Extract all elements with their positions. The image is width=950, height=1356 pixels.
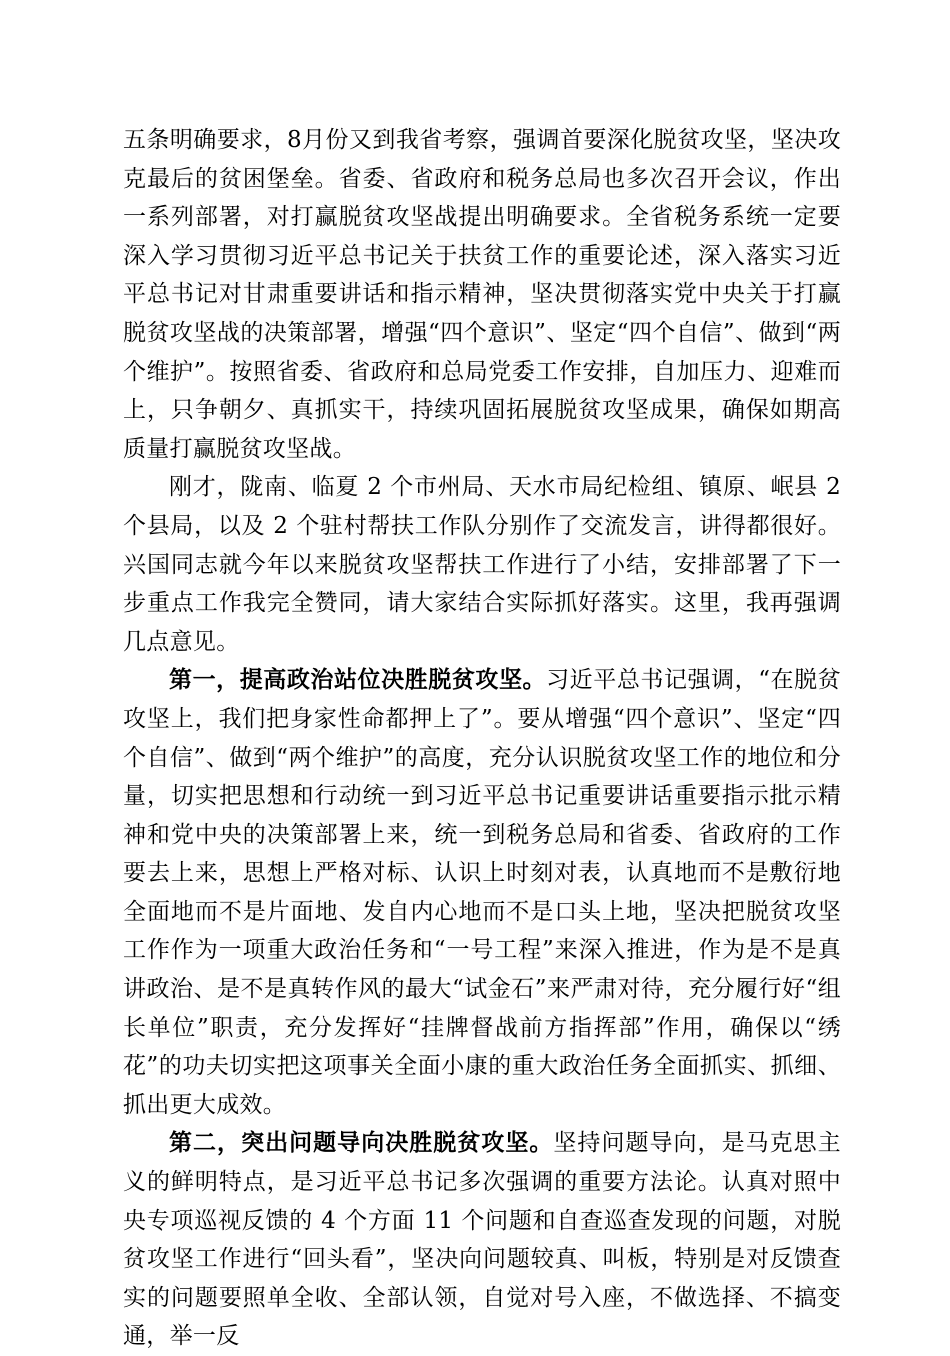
paragraph-text: 坚持问题导向，是马克思主义的鲜明特点，是习近平总书记多次强调的重要方法论。认真对照中央专项巡视反馈的 4 个方面 11 个问题和自查巡查发现的问题，对脱贫攻坚工作进行“回头看”，坚决向问题较真、叫板，特别是对反馈查实的问题要照单全收、全部认领，自觉对号入座，不做选择、不搞变通，举一反 <box>123 1130 841 1350</box>
paragraph-text: 刚才，陇南、临夏 2 个市州局、天水市局纪检组、镇原、岷县 2 个县局，以及 2 个驻村帮扶工作队分别作了交流发言，讲得都很好。兴国同志就今年以来脱贫攻坚帮扶工作进行了小结，安排部署了下一步重点工作我完全赞同，请大家结合实际抓好落实。这里，我再强调几点意见。 <box>123 474 841 655</box>
paragraph-remarks <box>123 468 841 661</box>
paragraph-text: 五条明确要求，8月份又到我省考察，强调首要深化脱贫攻坚，坚决攻克最后的贫困堡垒。省委、省政府和税务总局也多次召开会议，作出一系列部署，对打赢脱贫攻坚战提出明确要求。全省税务系统一定要深入学习贯彻习近平总书记关于扶贫工作的重要论述，深入落实习近平总书记对甘肃重要讲话和指示精神，坚决贯彻落实党中央关于打赢脱贫攻坚战的决策部署，增强“四个意识”、坚定“四个自信”、做到“两个维护”。按照省委、省政府和总局党委工作安排，自加压力、迎难而上，只争朝夕、真抓实干，持续巩固拓展脱贫攻坚成果，确保如期高质量打赢脱贫攻坚战。 <box>123 127 841 462</box>
paragraph-text: 习近平总书记强调，“在脱贫攻坚上，我们把身家性命都押上了”。要从增强“四个意识”、坚定“四个自信”、做到“两个维护”的高度，充分认识脱贫攻坚工作的地位和分量，切实把思想和行动统一到习近平总书记重要讲话重要指示批示精神和党中央的决策部署上来，统一到税务总局和省委、省政府的工作要去上来，思想上严格对标、认识上时刻对表，认真地而不是敷衍地全面地而不是片面地、发自内心地而不是口头上地，坚决把脱贫攻坚工作作为一项重大政治任务和“一号工程”来深入推进，作为是不是真讲政治、是不是真转作风的最大“试金石”来严肃对待，充分履行好“组长单位”职责，充分发挥好“挂牌督战前方指挥部”作用，确保以“绣花”的功夫切实把这项事关全面小康的重大政治任务全面抓实、抓细、抓出更大成效。 <box>123 667 841 1118</box>
paragraph-lead-heading: 第二，突出问题导向决胜脱贫攻坚。 <box>169 1129 554 1157</box>
paragraph-lead-heading: 第一，提高政治站位决胜脱贫攻坚。 <box>169 666 547 694</box>
document-page <box>123 121 841 1356</box>
paragraph-point-one <box>123 661 841 1124</box>
paragraph-continued <box>123 121 841 468</box>
paragraph-point-two <box>123 1124 841 1356</box>
